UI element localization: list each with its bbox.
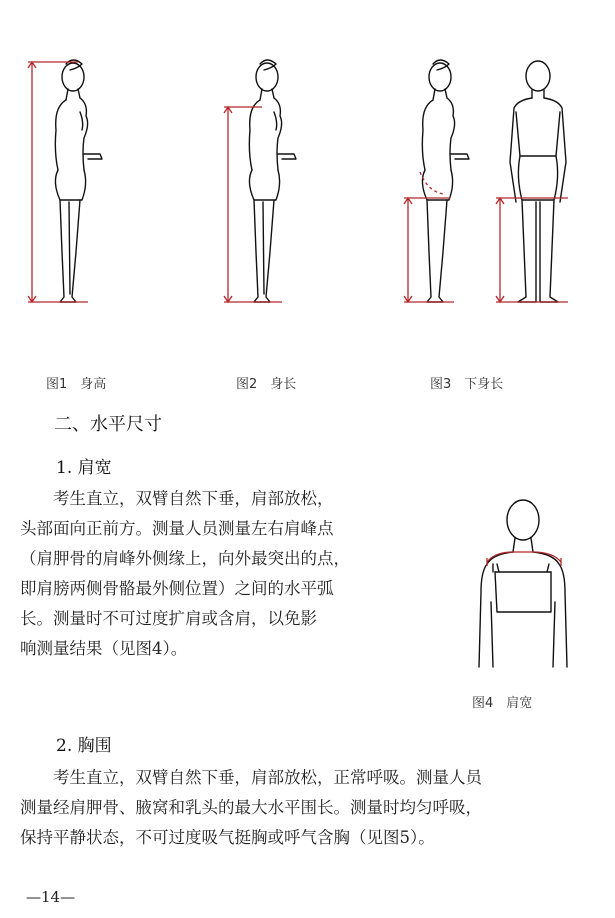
figure-1-height-illustration <box>18 52 128 310</box>
figure-1-caption: 图1 身高 <box>46 377 107 392</box>
paragraph-line: 长。测量时不可过度扩肩或含肩，以免影 <box>20 609 317 628</box>
paragraph-line: 考生直立，双臂自然下垂，肩部放松，正常呼吸。测量人员 <box>20 768 482 787</box>
figure-3-lower-body-length-illustration <box>398 52 588 310</box>
paragraph-line: 响测量结果（见图4）。 <box>20 639 188 658</box>
page-number: —14— <box>26 888 76 906</box>
paragraph-line: 保持平静状态，不可过度吸气挺胸或呼气含胸（见图5）。 <box>20 828 435 847</box>
figure-4-caption: 图4 肩宽 <box>472 696 533 711</box>
section-heading: 二、水平尺寸 <box>54 414 162 435</box>
paragraph-line: （肩胛骨的肩峰外侧缘上，向外最突出的点， <box>20 549 350 568</box>
paragraph-line: 头部面向正前方。测量人员测量左右肩峰点 <box>20 519 334 538</box>
chest-circumference-paragraph <box>20 763 482 853</box>
figure-3-caption: 图3 下身长 <box>430 377 504 392</box>
subsection-chest-circumference-title: 2. 胸围 <box>56 736 112 756</box>
paragraph-line: 即肩膀两侧骨骼最外侧位置）之间的水平弧 <box>20 579 334 598</box>
paragraph-line: 考生直立，双臂自然下垂，肩部放松， <box>20 489 334 508</box>
figure-4-shoulder-width-illustration <box>465 492 585 672</box>
figure-2-caption: 图2 身长 <box>236 377 297 392</box>
subsection-shoulder-width-title: 1. 肩宽 <box>56 458 112 478</box>
paragraph-line: 测量经肩胛骨、腋窝和乳头的最大水平围长。测量时均匀呼吸， <box>20 798 482 817</box>
shoulder-width-paragraph <box>20 484 350 664</box>
figure-2-body-length-illustration <box>212 52 322 310</box>
